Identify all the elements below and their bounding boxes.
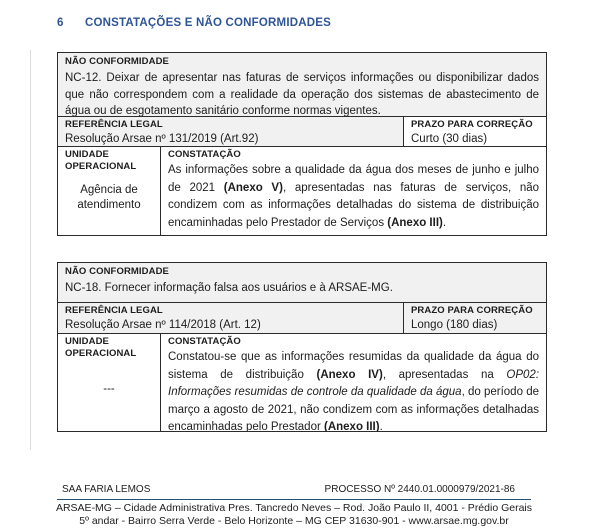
footer-address-line2: 5º andar - Bairro Serra Verde - Belo Horizonte – MG CEP 31630-901 - www.arsae.mg.gov.br (79, 515, 509, 527)
constatacao-text: As informações sobre a qualidade da água dos meses de junho e julho de 2021 (Anexo V), apresentadas nas faturas de serviços, não condizem com as informações detalhadas do sistema de distribuição encaminhadas pelo Prestador de Serviços (Anexo III). (168, 164, 540, 229)
nc-table-nc18 (57, 262, 547, 432)
constatacao-cell (161, 334, 546, 431)
referencia-cell (58, 303, 404, 333)
constatacao-row (58, 334, 546, 431)
nc-description: NC-12. Deixar de apresentar nas faturas de serviços informações ou disponibilizar dados que não correspondem com a realidade da operação dos sistemas de abastecimento de água ou de esgotamento sanitário conforme normas vigentes. (65, 72, 539, 117)
prazo-label: PRAZO PARA CORREÇÃO (411, 119, 533, 130)
prazo-cell (404, 117, 546, 146)
nc-header-label: NÃO CONFORMIDADE (65, 56, 169, 67)
nc-header-section (58, 53, 546, 117)
footer-address-line1: ARSAE-MG – Cidade Administrativa Pres. Tancredo Neves – Rod. João Paulo II, 4001 - Prédio Gerais (55, 502, 533, 514)
prazo-cell (404, 303, 546, 333)
constatacao-row (58, 147, 546, 235)
referencia-value: Resolução Arsae nº 131/2019 (Art.92) (65, 133, 259, 145)
unidade-cell (58, 334, 161, 431)
prazo-value: Curto (30 dias) (411, 133, 488, 145)
heading-number: 6 (57, 17, 64, 29)
referencia-value: Resolução Arsae nº 114/2018 (Art. 12) (65, 319, 261, 331)
unidade-cell (58, 147, 161, 235)
nc-description: NC-18. Fornecer informação falsa aos usuários e à ARSAE-MG. (65, 282, 393, 294)
footer-rule (57, 481, 531, 500)
footer-system-name: SAA FARIA LEMOS (62, 484, 151, 495)
prazo-label: PRAZO PARA CORREÇÃO (411, 305, 533, 316)
referencia-label: REFERÊNCIA LEGAL (65, 305, 163, 316)
referencia-row (58, 117, 546, 147)
section-heading (57, 17, 331, 29)
constatacao-text: Constatou-se que as informações resumidas da qualidade da água do sistema de distribuição (Anexo IV), apresentadas na OP02: Informações resumidas de controle da qualidade da água, do período de março a agosto de 2021, não condizem com as informações detalhadas encaminhadas pelo Prestador (Anexo III). (168, 351, 540, 431)
footer-address (45, 502, 543, 528)
referencia-label: REFERÊNCIA LEGAL (65, 119, 163, 130)
unidade-label: UNIDADE OPERACIONAL (65, 336, 137, 359)
nc-header-section (58, 263, 546, 303)
revision-bar (30, 50, 31, 450)
prazo-value: Longo (180 dias) (411, 319, 498, 331)
nc-table-nc12 (57, 52, 547, 236)
unidade-label: UNIDADE OPERACIONAL (65, 149, 137, 172)
referencia-cell (58, 117, 404, 146)
referencia-row (58, 303, 546, 334)
constatacao-cell (161, 147, 546, 235)
unidade-value: Agência de atendimento (77, 184, 141, 211)
nc-header-label: NÃO CONFORMIDADE (65, 266, 169, 277)
constatacao-label: CONSTATAÇÃO (168, 336, 241, 347)
unidade-value: --- (103, 383, 115, 395)
constatacao-label: CONSTATAÇÃO (168, 149, 241, 160)
footer-process-number: PROCESSO Nº 2440.01.0000979/2021-86 (324, 484, 515, 495)
heading-title: CONSTATAÇÕES E NÃO CONFORMIDADES (85, 17, 331, 29)
